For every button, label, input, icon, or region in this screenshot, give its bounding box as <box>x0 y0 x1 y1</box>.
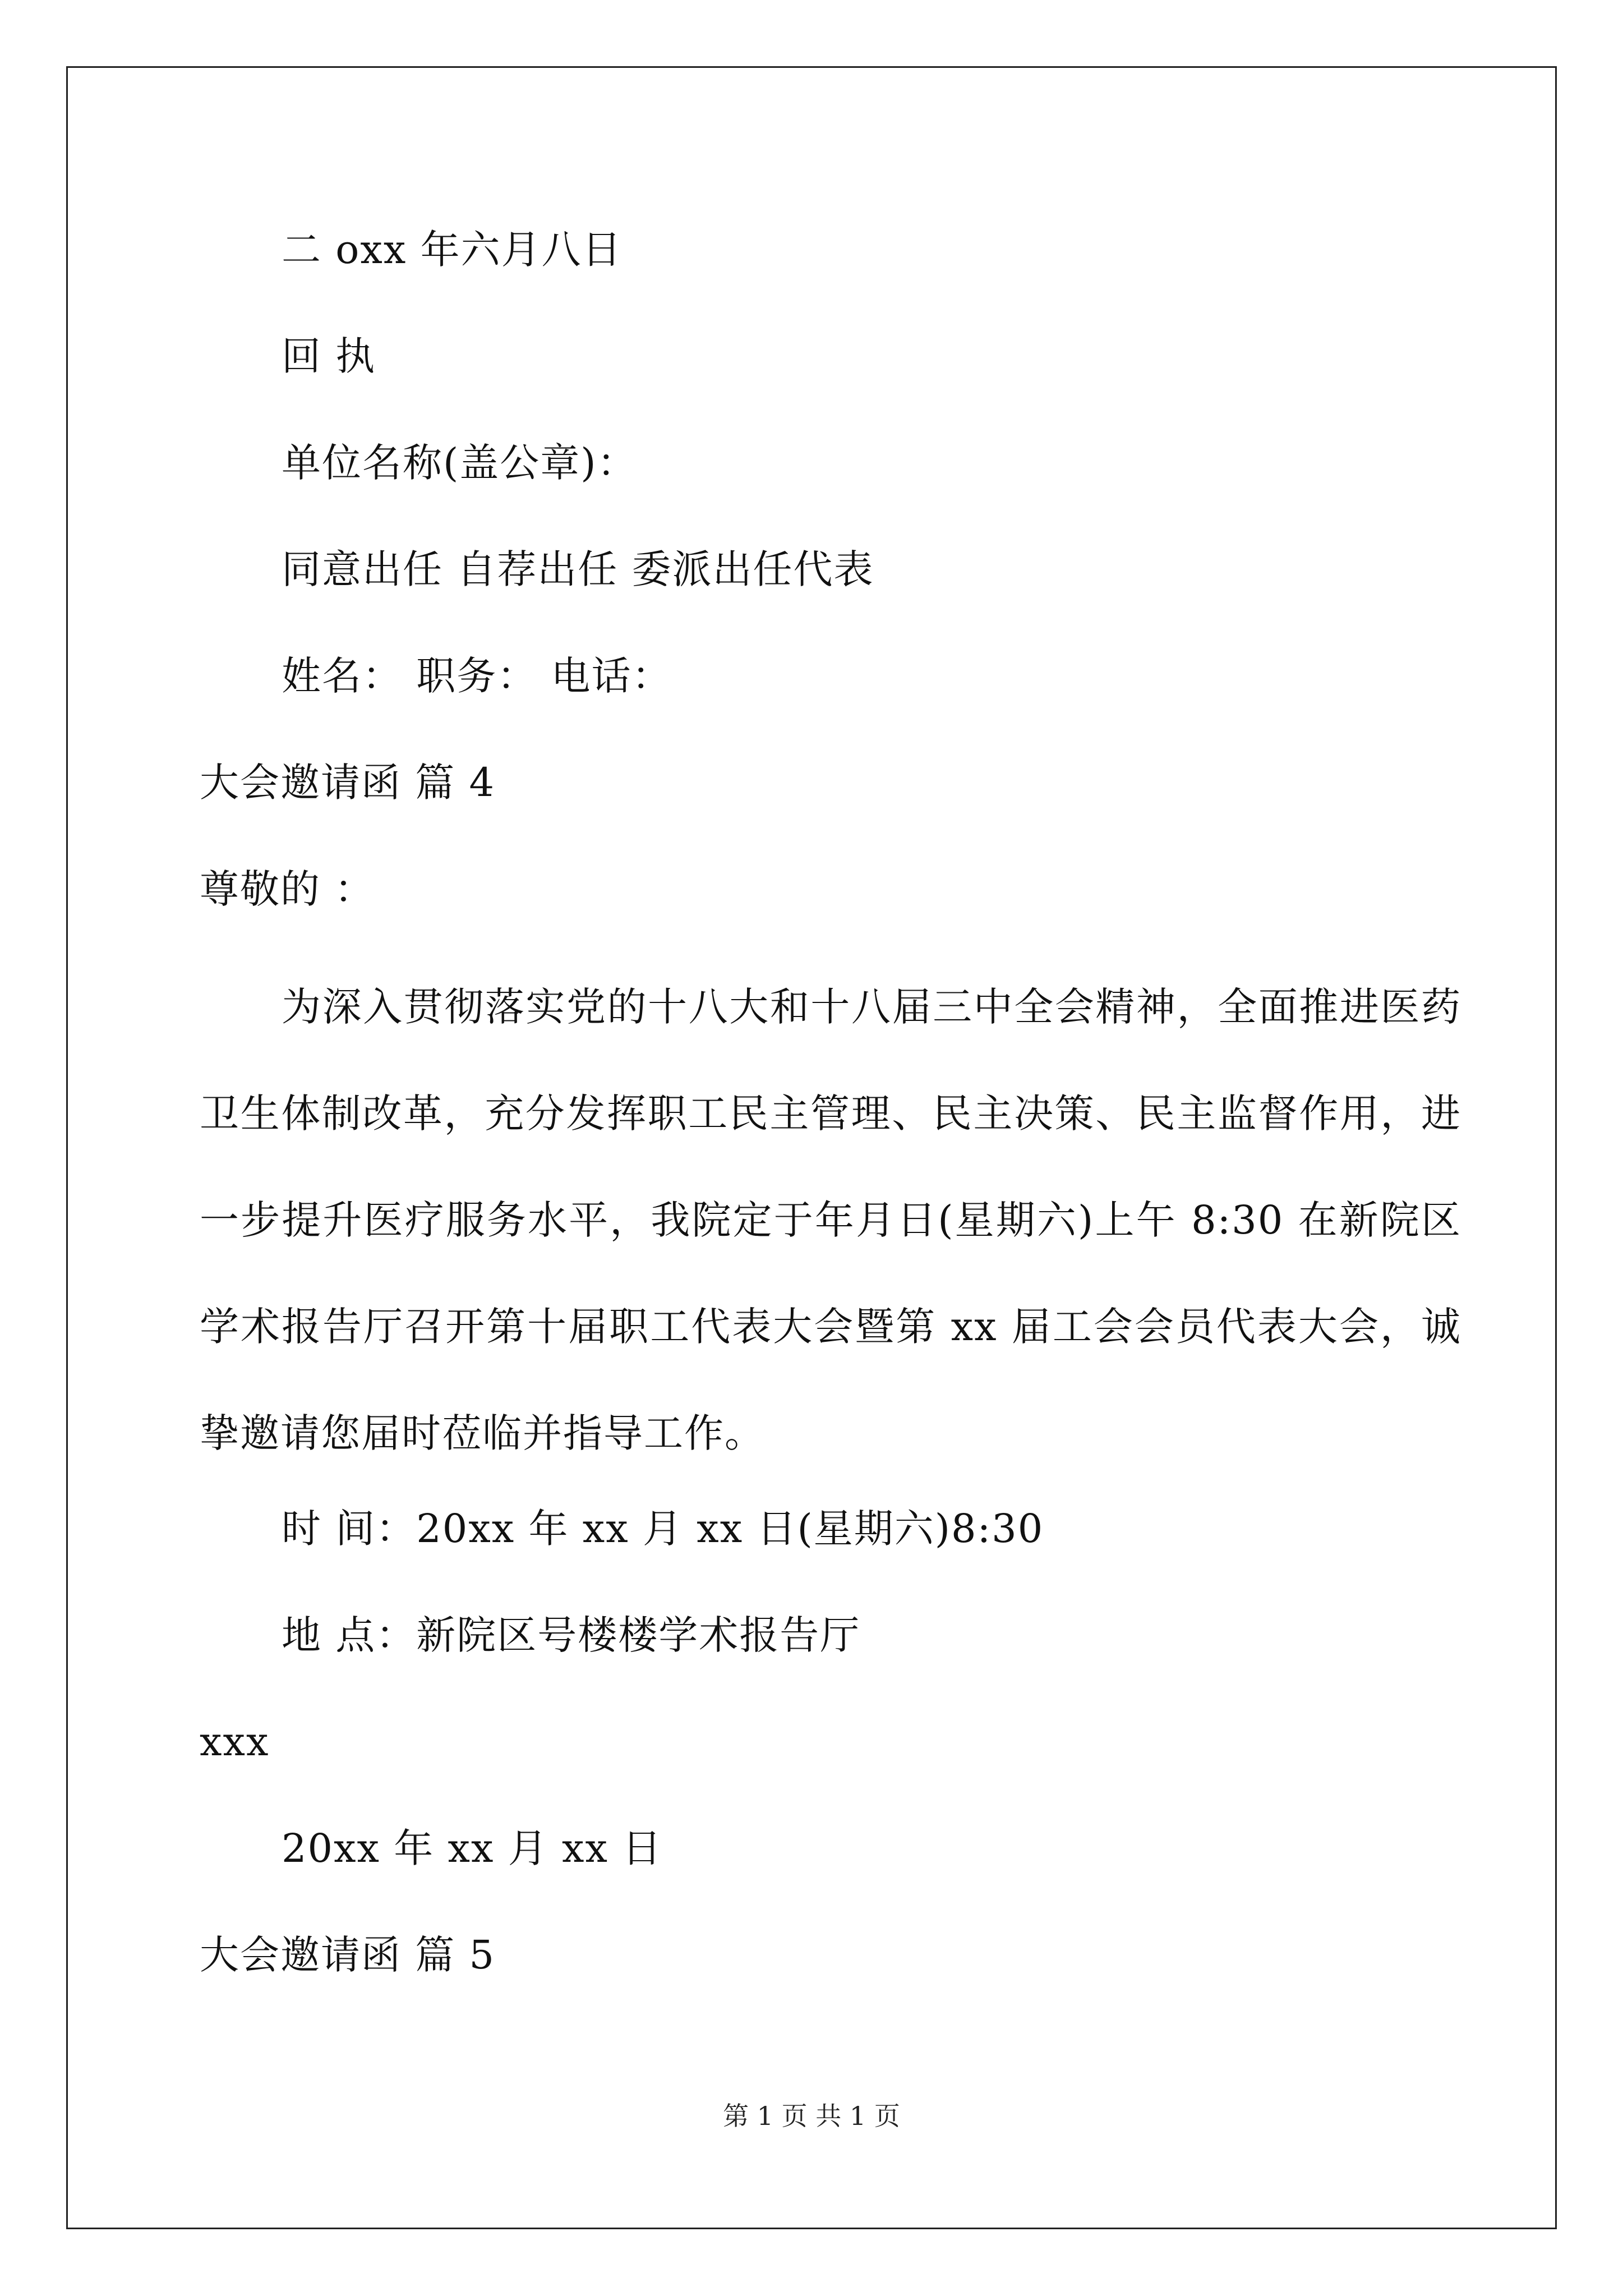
unit-name-line: 单位名称(盖公章)： <box>282 440 638 486</box>
body-paragraph: 为深入贯彻落实党的十八大和十八届三中全会精神，全面推进医药卫生体制改革，充分发挥职工民主管理、民主决策、民主监督作用，进一步提升医疗服务水平，我院定于年月日(星期六)上午 8:30 在新院区学术报告厅召开第十届职工代表大会暨第 xx 届工会会员代表大会，诚挚邀请您届时莅临并指导工作。 <box>200 984 1461 1456</box>
receipt-title: 回 执 <box>282 333 376 379</box>
section-heading-4: 大会邀请函 篇 4 <box>200 760 496 806</box>
page-footer: 第 1 页 共 1 页 <box>723 2101 900 2131</box>
date-line: 二 oxx 年六月八日 <box>282 227 623 273</box>
options-line: 同意出任 自荐出任 委派出任代表 <box>282 546 874 592</box>
signature-line: xxx <box>200 1719 270 1765</box>
signature-date: 20xx 年 xx 月 xx 日 <box>282 1825 663 1871</box>
time-line: 时 间：20xx 年 xx 月 xx 日(星期六)8:30 <box>282 1506 1044 1552</box>
salutation: 尊敬的 ： <box>200 866 375 912</box>
place-line: 地 点：新院区号楼楼学术报告厅 <box>282 1612 861 1658</box>
fields-line: 姓名： 职务： 电话： <box>282 653 672 699</box>
section-heading-5: 大会邀请函 篇 5 <box>200 1932 496 1978</box>
